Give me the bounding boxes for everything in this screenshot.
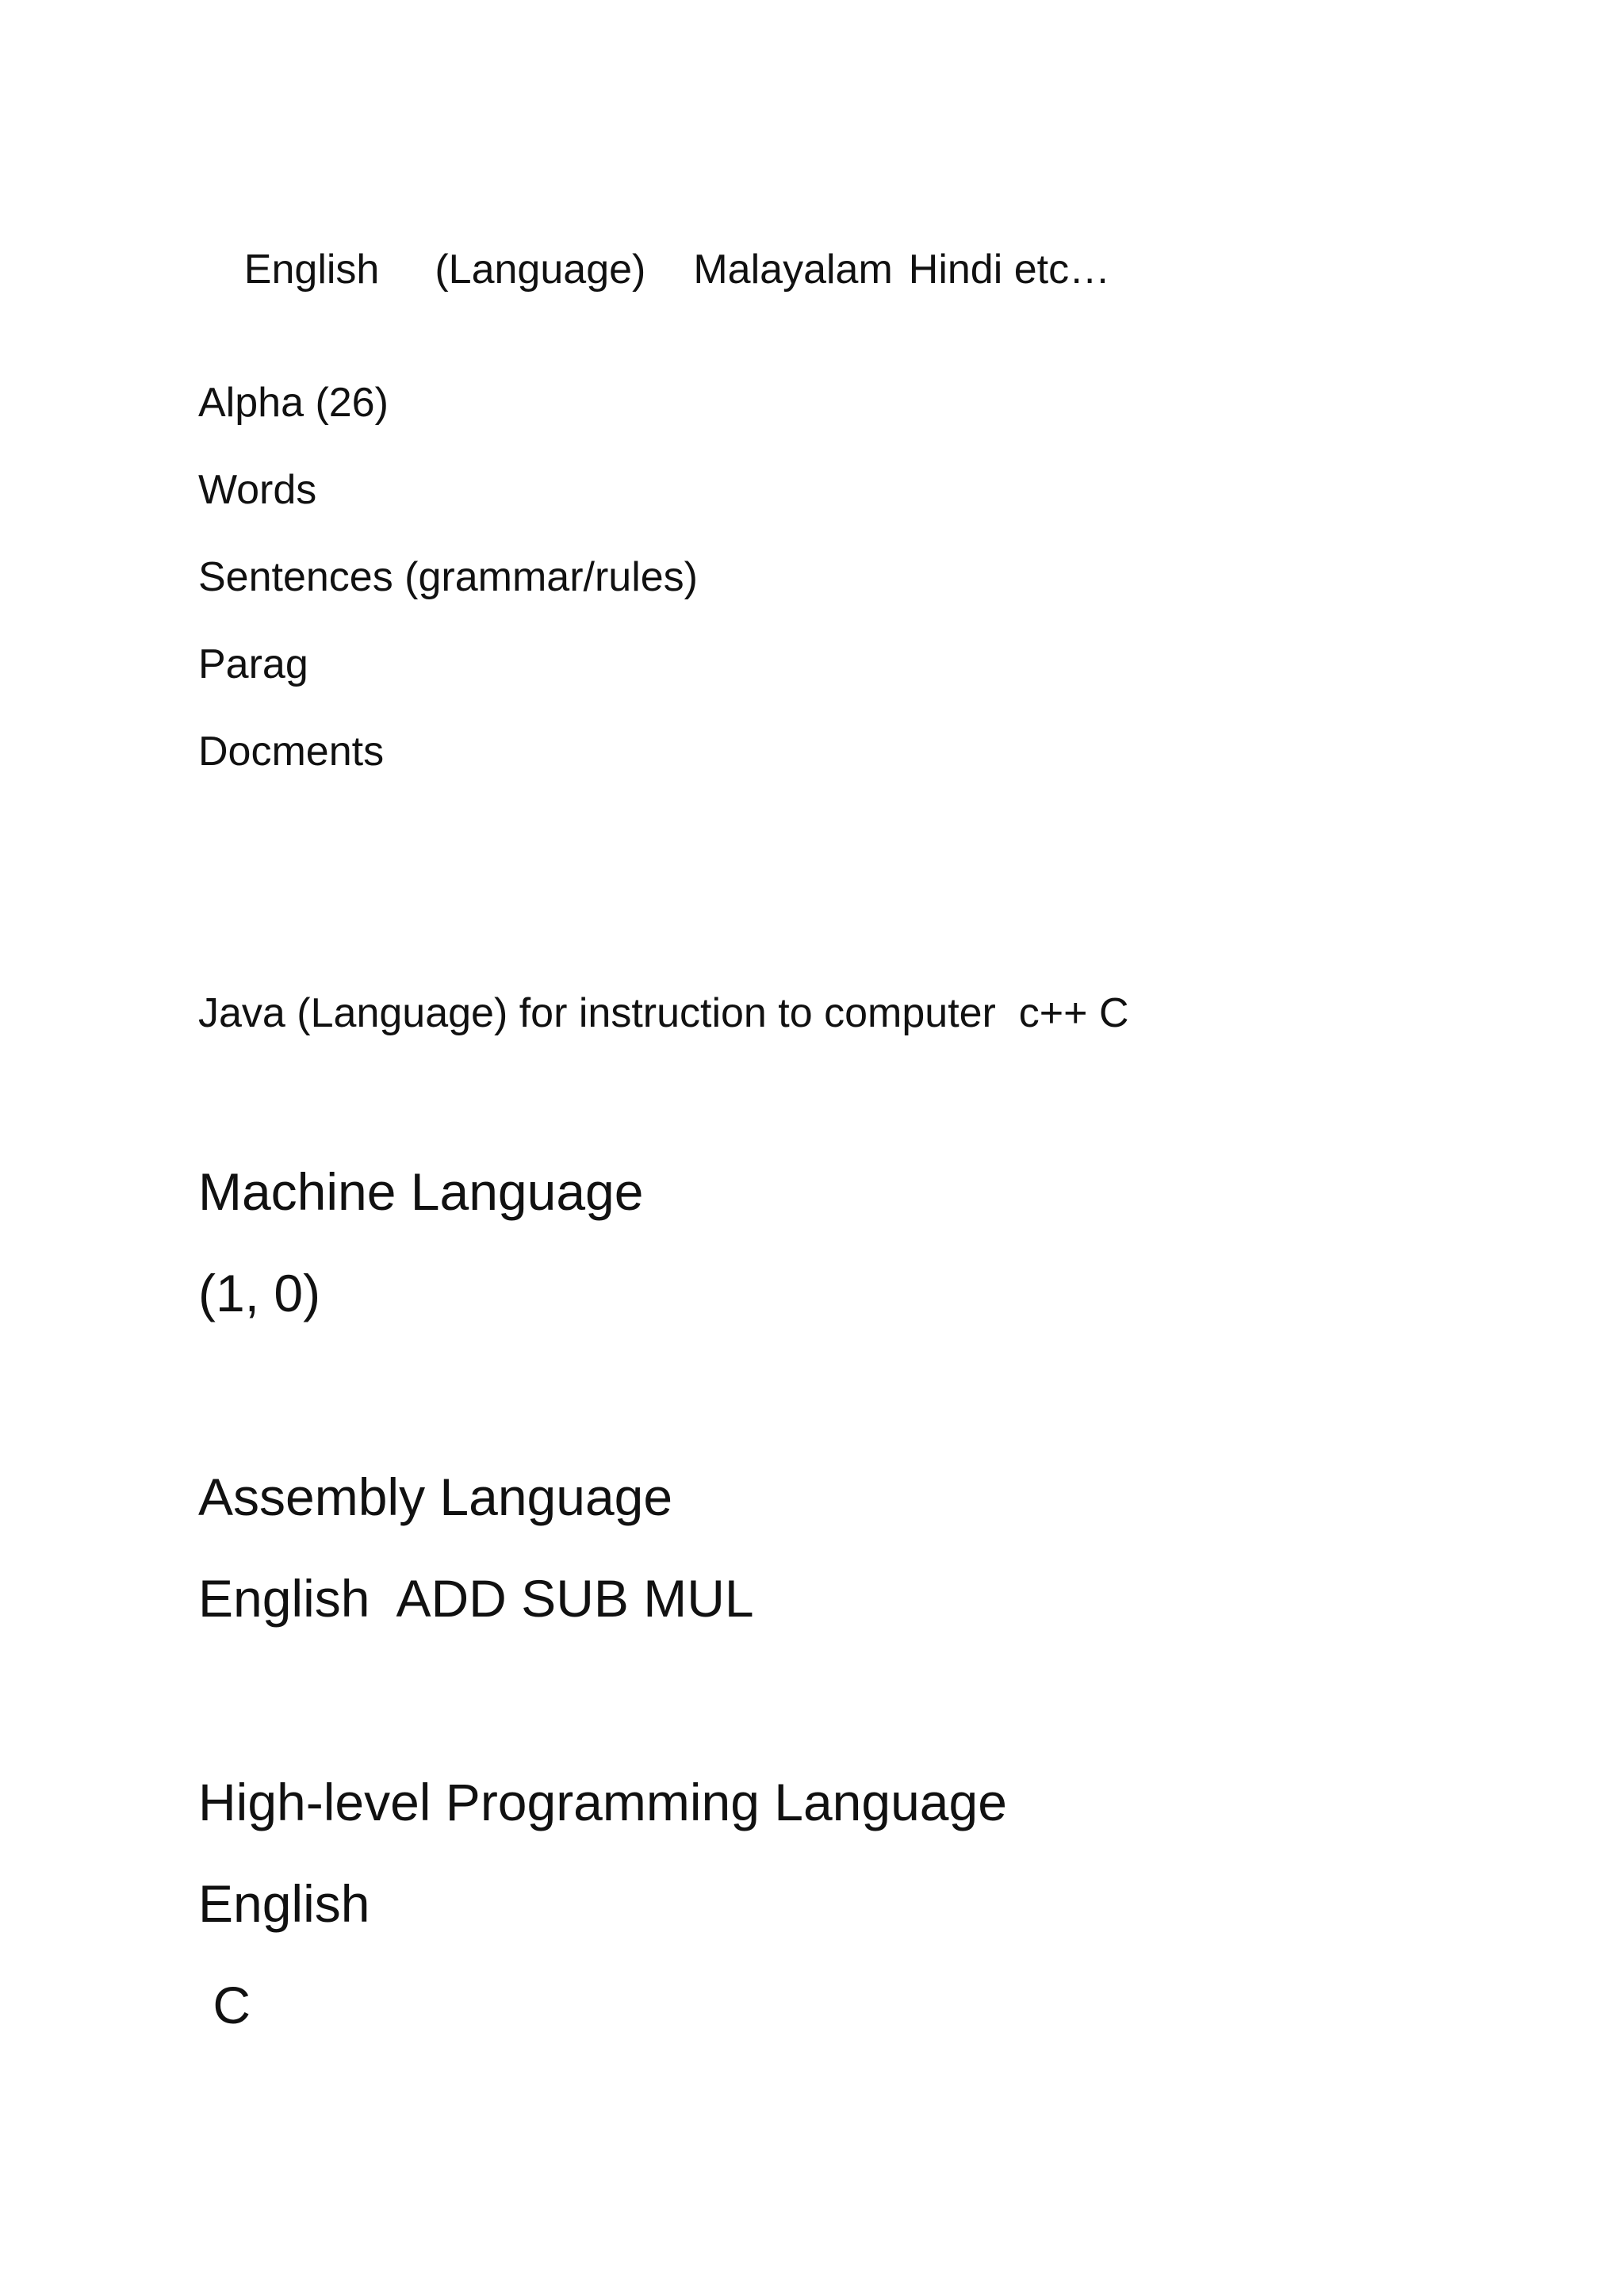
machine-language-detail: (1, 0) (198, 1264, 321, 1322)
parag-line: Parag (198, 641, 308, 687)
machine-language-title: Machine Language (198, 1162, 644, 1221)
java-line: Java (Language) for instruction to computer c++ C (198, 990, 1129, 1036)
language-label: (Language) (435, 247, 646, 293)
high-level-language-example: C (198, 1976, 251, 2034)
hindi-etc-label: Hindi etc… (908, 247, 1111, 293)
malayalam-label: Malayalam (693, 247, 893, 293)
alpha-line: Alpha (26) (198, 380, 389, 426)
words-line: Words (198, 467, 317, 513)
assembly-language-detail: English ADD SUB MUL (198, 1569, 754, 1628)
sentences-line: Sentences (grammar/rules) (198, 554, 698, 600)
english-label: English (243, 247, 380, 293)
languages-header-line (198, 208, 1110, 331)
documents-line: Docments (198, 729, 385, 775)
assembly-language-title: Assembly Language (198, 1468, 673, 1526)
high-level-language-title: High-level Programming Language (198, 1773, 1007, 1831)
high-level-language-detail: English (198, 1874, 370, 1933)
